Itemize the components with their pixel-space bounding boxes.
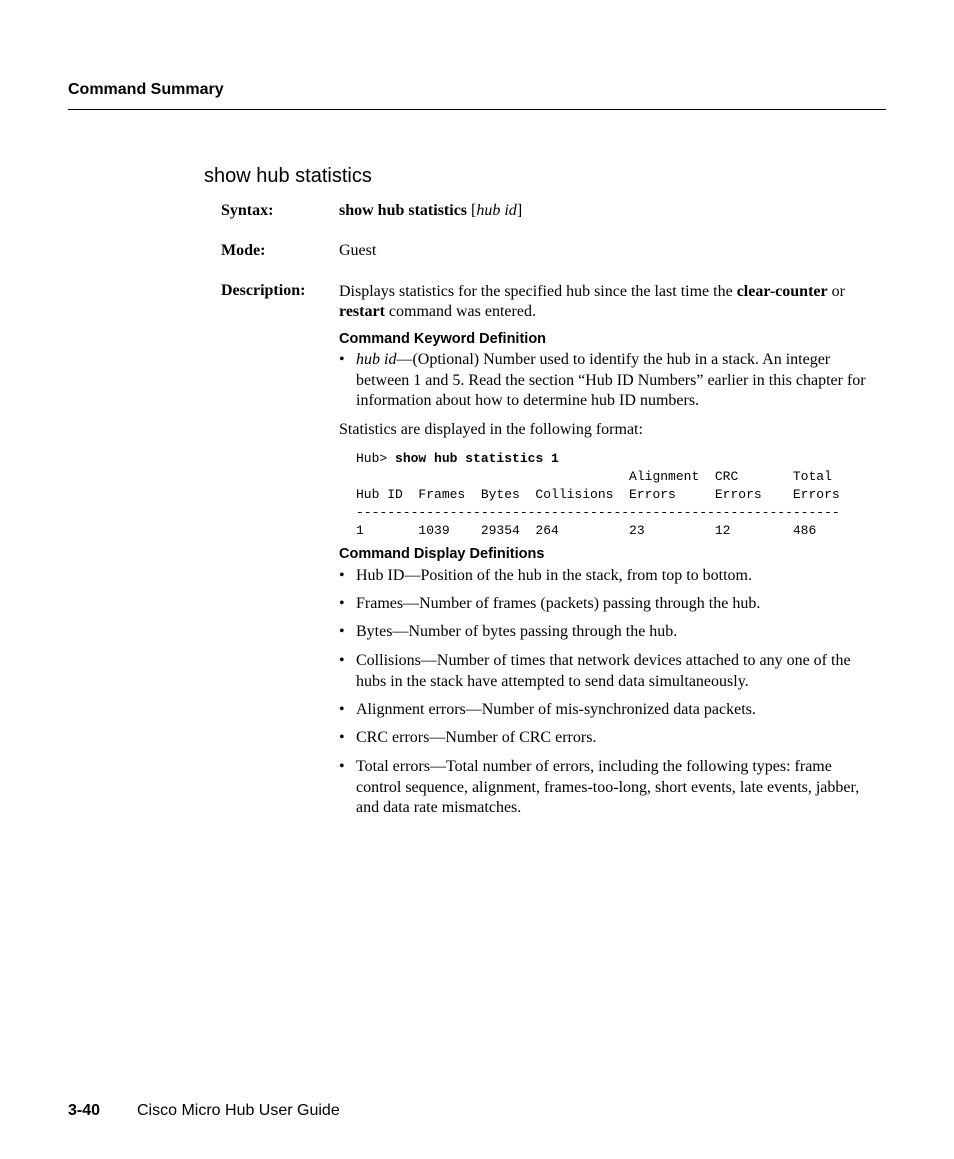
list-item-text: Frames—Number of frames (packets) passing through the hub.	[356, 595, 761, 612]
code-prompt: Hub>	[356, 451, 396, 466]
display-definitions-heading: Command Display Definitions	[339, 546, 545, 562]
bullet-icon: •	[339, 351, 345, 368]
list-item-text: Bytes—Number of bytes passing through the hub.	[356, 623, 678, 640]
list-item	[339, 757, 879, 819]
syntax-command: show hub statistics	[339, 202, 468, 219]
restart-command: restart	[339, 303, 385, 320]
page-number: 3-40	[68, 1102, 101, 1119]
running-header: Command Summary	[68, 81, 224, 98]
list-item	[339, 350, 879, 412]
bullet-icon: •	[339, 623, 345, 640]
list-item-text: Total errors—Total number of errors, including the following types: frame control sequence, alignment, frames-too-long, short events, late events, jabber, and data rate mismatches.	[356, 758, 860, 816]
code-header-line-2: Hub ID Frames Bytes Collisions Errors Errors Errors	[356, 487, 840, 502]
display-definitions-list	[339, 622, 879, 643]
description-pre: Displays statistics for the specified hub since the last time the	[339, 283, 737, 300]
description-mid: or	[827, 283, 845, 300]
guide-title: Cisco Micro Hub User Guide	[137, 1102, 340, 1119]
keyword-text: —(Optional) Number used to identify the hub in a stack. An integer between 1 and 5. Read the section “Hub ID Numbers” earlier in this chapter for information about how to determine hub ID numbers.	[356, 351, 866, 409]
list-item	[339, 566, 879, 587]
format-intro: Statistics are displayed in the following format:	[339, 421, 643, 438]
list-item	[339, 651, 879, 692]
list-item	[339, 700, 879, 721]
list-item-text: Collisions—Number of times that network devices attached to any one of the hubs in the stack have attempted to send data simultaneously.	[356, 652, 851, 690]
display-definitions-list	[339, 757, 879, 819]
list-item	[339, 622, 879, 643]
display-definitions-list	[339, 728, 879, 749]
description-post: command was entered.	[384, 303, 536, 320]
bullet-icon: •	[339, 595, 345, 612]
section-title: show hub statistics	[204, 165, 372, 187]
bullet-icon: •	[339, 758, 345, 775]
list-item	[339, 594, 879, 615]
display-definitions-list	[339, 700, 879, 721]
mode-value: Guest	[339, 242, 377, 259]
code-header-line-1: Alignment CRC Total	[356, 469, 832, 484]
code-data-line: 1 1039 29354 264 23 12 486	[356, 523, 817, 538]
display-definitions-list	[339, 594, 879, 615]
display-definitions-list	[339, 566, 879, 587]
code-rule-line: --------------------------------------------------------------	[356, 505, 840, 520]
keyword-definition-list	[339, 350, 879, 412]
list-item-text: CRC errors—Number of CRC errors.	[356, 729, 597, 746]
keyword-term: hub id	[356, 351, 397, 368]
list-item	[339, 728, 879, 749]
list-item-text: Hub ID—Position of the hub in the stack, from top to bottom.	[356, 567, 752, 584]
bullet-icon: •	[339, 729, 345, 746]
syntax-value	[339, 202, 522, 220]
clear-counter-command: clear-counter	[736, 283, 828, 300]
list-item-text: Alignment errors—Number of mis-synchronized data packets.	[356, 701, 756, 718]
code-command: show hub statistics 1	[395, 451, 559, 466]
syntax-bracket-open: [	[471, 202, 477, 219]
syntax-label: Syntax:	[221, 202, 274, 219]
code-block	[356, 450, 840, 540]
syntax-bracket-close: ]	[516, 202, 523, 219]
description-text	[339, 282, 879, 322]
display-definitions-list	[339, 651, 879, 692]
mode-label: Mode:	[221, 242, 266, 259]
bullet-icon: •	[339, 567, 345, 584]
bullet-icon: •	[339, 652, 345, 669]
bullet-icon: •	[339, 701, 345, 718]
syntax-argument: hub id	[476, 202, 517, 219]
description-label: Description:	[221, 282, 306, 299]
header-rule	[68, 109, 886, 110]
keyword-definition-heading: Command Keyword Definition	[339, 331, 547, 347]
